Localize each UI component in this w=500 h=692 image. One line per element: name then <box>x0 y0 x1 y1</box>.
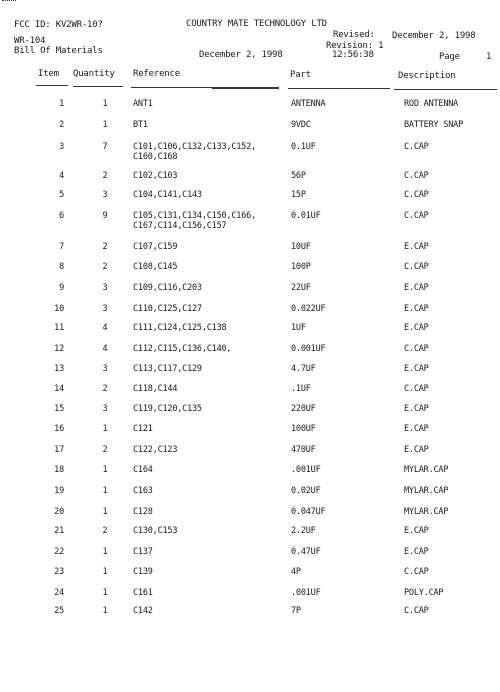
description-value: C.CAP <box>404 606 429 616</box>
item-number: 21 <box>54 526 64 536</box>
reference-designators: ANT1 <box>133 99 153 109</box>
reference-designators: C102,C103 <box>133 171 178 181</box>
part-value: 4.7UF <box>291 364 316 374</box>
reference-designators: C122,C123 <box>133 445 178 455</box>
reference-designators: C104,C141,C143 <box>133 190 202 200</box>
description-value: E.CAP <box>404 364 429 374</box>
part-value: 56P <box>291 171 306 181</box>
quantity-value: 3 <box>102 404 108 414</box>
table-row <box>0 424 500 444</box>
revised-date: December 2, 1998 <box>392 31 476 41</box>
model-number: WR-104 <box>14 36 46 46</box>
fcc-id: FCC ID: KV2WR-10? <box>14 20 103 30</box>
table-row <box>0 211 500 231</box>
part-value: 22UF <box>291 283 311 293</box>
reference-designators: C109,C116,C203 <box>133 283 202 293</box>
part-value: 0.02UF <box>291 486 321 496</box>
description-value: E.CAP <box>404 304 429 314</box>
column-header-quantity: Quantity <box>73 69 115 79</box>
table-row <box>0 171 500 191</box>
table-row <box>0 567 500 587</box>
description-value: E.CAP <box>404 526 429 536</box>
table-row <box>0 120 500 140</box>
table-row <box>0 242 500 262</box>
part-value: 0.1UF <box>291 142 316 152</box>
revision-number: Revision: 1 <box>326 41 384 51</box>
quantity-value: 9 <box>102 211 108 221</box>
description-value: BATTERY SNAP <box>404 120 464 130</box>
description-value: C.CAP <box>404 171 429 181</box>
item-number: 6 <box>59 211 64 221</box>
description-value: MYLAR.CAP <box>404 507 449 517</box>
quantity-value: 2 <box>102 526 108 536</box>
reference-designators: C130,C153 <box>133 526 178 536</box>
description-value: E.CAP <box>404 323 429 333</box>
item-number: 10 <box>54 304 64 314</box>
item-number: 4 <box>59 171 64 181</box>
part-value: 470UF <box>291 445 316 455</box>
page-number: 1 <box>486 52 492 62</box>
quantity-value: 1 <box>102 547 108 557</box>
revised-label: Revised: <box>333 30 375 40</box>
description-value: C.CAP <box>404 384 429 394</box>
description-value: E.CAP <box>404 404 429 414</box>
reference-designators: C118,C144 <box>133 384 178 394</box>
column-header-item: Item <box>38 69 59 79</box>
table-row <box>0 142 500 162</box>
item-number: 8 <box>59 262 64 272</box>
part-value: .1UF <box>291 384 311 394</box>
part-value: 220UF <box>291 404 316 414</box>
table-row <box>0 486 500 506</box>
quantity-value: 4 <box>102 344 108 354</box>
part-value: 4P <box>291 567 301 577</box>
quantity-value: 3 <box>102 190 108 200</box>
reference-designators: C113,C117,C129 <box>133 364 202 374</box>
item-number: 23 <box>54 567 64 577</box>
table-row <box>0 323 500 343</box>
description-value: ROD ANTENNA <box>404 99 459 109</box>
header-underline-description <box>394 89 497 90</box>
quantity-value: 1 <box>102 606 108 616</box>
quantity-value: 2 <box>102 262 108 272</box>
quantity-value: 2 <box>102 171 108 181</box>
reference-designators: C164 <box>133 465 153 475</box>
part-value: 0.022UF <box>291 304 326 314</box>
quantity-value: 2 <box>102 384 108 394</box>
quantity-value: 2 <box>102 445 108 455</box>
part-value: 9VDC <box>291 120 311 130</box>
reference-designators: C161 <box>133 588 153 598</box>
item-number: 1 <box>59 99 64 109</box>
table-row <box>0 283 500 303</box>
part-value: ANTENNA <box>291 99 326 109</box>
quantity-value: 3 <box>102 364 108 374</box>
document-title: Bill Of Materials <box>14 46 103 56</box>
table-row <box>0 364 500 384</box>
document-date: December 2, 1998 <box>199 50 283 60</box>
description-value: E.CAP <box>404 242 429 252</box>
item-number: 14 <box>54 384 64 394</box>
table-row <box>0 465 500 485</box>
table-row <box>0 384 500 404</box>
quantity-value: 1 <box>102 588 108 598</box>
header-underline-quantity <box>73 86 123 87</box>
quantity-value: 3 <box>102 283 108 293</box>
company-name: COUNTRY MATE TECHNOLOGY LTD <box>186 19 327 29</box>
quantity-value: 2 <box>102 242 108 252</box>
header-underline-reference-tail <box>212 88 279 89</box>
part-value: 10UF <box>291 242 311 252</box>
column-header-reference: Reference <box>133 69 180 79</box>
quantity-value: 1 <box>102 465 108 475</box>
reference-designators: C139 <box>133 567 153 577</box>
description-value: C.CAP <box>404 567 429 577</box>
table-row <box>0 99 500 119</box>
part-value: 0.47UF <box>291 547 321 557</box>
table-row <box>0 190 500 210</box>
part-value: 0.047UF <box>291 507 326 517</box>
reference-designators: C137 <box>133 547 153 557</box>
item-number: 16 <box>54 424 64 434</box>
reference-designators: BT1 <box>133 120 148 130</box>
item-number: 19 <box>54 486 64 496</box>
table-row <box>0 304 500 324</box>
item-number: 12 <box>54 344 64 354</box>
page-label: Page <box>439 52 460 62</box>
item-number: 13 <box>54 364 64 374</box>
header-underline-part <box>288 88 390 89</box>
item-number: 7 <box>59 242 64 252</box>
part-value: 0.001UF <box>291 344 326 354</box>
part-value: 7P <box>291 606 301 616</box>
description-value: C.CAP <box>404 344 429 354</box>
column-header-part: Part <box>290 70 311 80</box>
part-value: 15P <box>291 190 306 200</box>
item-number: 11 <box>54 323 64 333</box>
table-row <box>0 507 500 527</box>
quantity-value: 3 <box>102 304 108 314</box>
table-row <box>0 588 500 608</box>
description-value: POLY.CAP <box>404 588 444 598</box>
item-number: 2 <box>59 120 64 130</box>
table-row <box>0 344 500 364</box>
reference-designators: C112,C115,C136,C140, <box>133 344 232 354</box>
description-value: E.CAP <box>404 445 429 455</box>
description-value: C.CAP <box>404 262 429 272</box>
table-row <box>0 526 500 546</box>
part-value: 2.2UF <box>291 526 316 536</box>
table-row <box>0 262 500 282</box>
item-number: 25 <box>54 606 64 616</box>
quantity-value: 4 <box>102 323 108 333</box>
part-value: 100UF <box>291 424 316 434</box>
part-value: .001UF <box>291 588 321 598</box>
reference-designators: C108,C145 <box>133 262 178 272</box>
table-row <box>0 404 500 424</box>
quantity-value: 1 <box>102 120 108 130</box>
item-number: 3 <box>59 142 64 152</box>
part-value: 100P <box>291 262 311 272</box>
description-value: C.CAP <box>404 142 429 152</box>
table-row <box>0 445 500 465</box>
reference-designators: C128 <box>133 507 153 517</box>
column-header-description: Description <box>398 71 456 81</box>
quantity-value: 1 <box>102 99 108 109</box>
reference-designators: C163 <box>133 486 153 496</box>
description-value: C.CAP <box>404 190 429 200</box>
quantity-value: 1 <box>102 486 108 496</box>
reference-designators: C110,C125,C127 <box>133 304 202 314</box>
item-number: 20 <box>54 507 64 517</box>
item-number: 18 <box>54 465 64 475</box>
reference-designators: C121 <box>133 424 153 434</box>
table-row <box>0 547 500 567</box>
item-number: 5 <box>59 190 64 200</box>
description-value: E.CAP <box>404 283 429 293</box>
reference-designators: C101,C106,C132,C133,C152, C160,C168 <box>133 142 256 162</box>
description-value: C.CAP <box>404 211 429 221</box>
item-number: 24 <box>54 588 64 598</box>
table-row <box>0 606 500 626</box>
part-value: 1UF <box>291 323 306 333</box>
document-time: 12:56:38 <box>332 50 374 60</box>
quantity-value: 1 <box>102 424 108 434</box>
reference-designators: C111,C124,C125,C138 <box>133 323 227 333</box>
description-value: E.CAP <box>404 547 429 557</box>
description-value: MYLAR.CAP <box>404 465 449 475</box>
part-value: 0.01UF <box>291 211 321 221</box>
scan-mark <box>2 0 16 3</box>
item-number: 22 <box>54 547 64 557</box>
reference-designators: C119,C120,C135 <box>133 404 202 414</box>
reference-designators: C142 <box>133 606 153 616</box>
description-value: E.CAP <box>404 424 429 434</box>
item-number: 9 <box>59 283 64 293</box>
header-underline-item <box>36 85 68 86</box>
part-value: .001UF <box>291 465 321 475</box>
item-number: 17 <box>54 445 64 455</box>
description-value: MYLAR.CAP <box>404 486 449 496</box>
quantity-value: 7 <box>102 142 108 152</box>
quantity-value: 1 <box>102 567 108 577</box>
reference-designators: C105,C131,C134,C150,C166, C167,C114,C156,C157 <box>133 211 256 231</box>
item-number: 15 <box>54 404 64 414</box>
quantity-value: 1 <box>102 507 108 517</box>
reference-designators: C107,C159 <box>133 242 178 252</box>
